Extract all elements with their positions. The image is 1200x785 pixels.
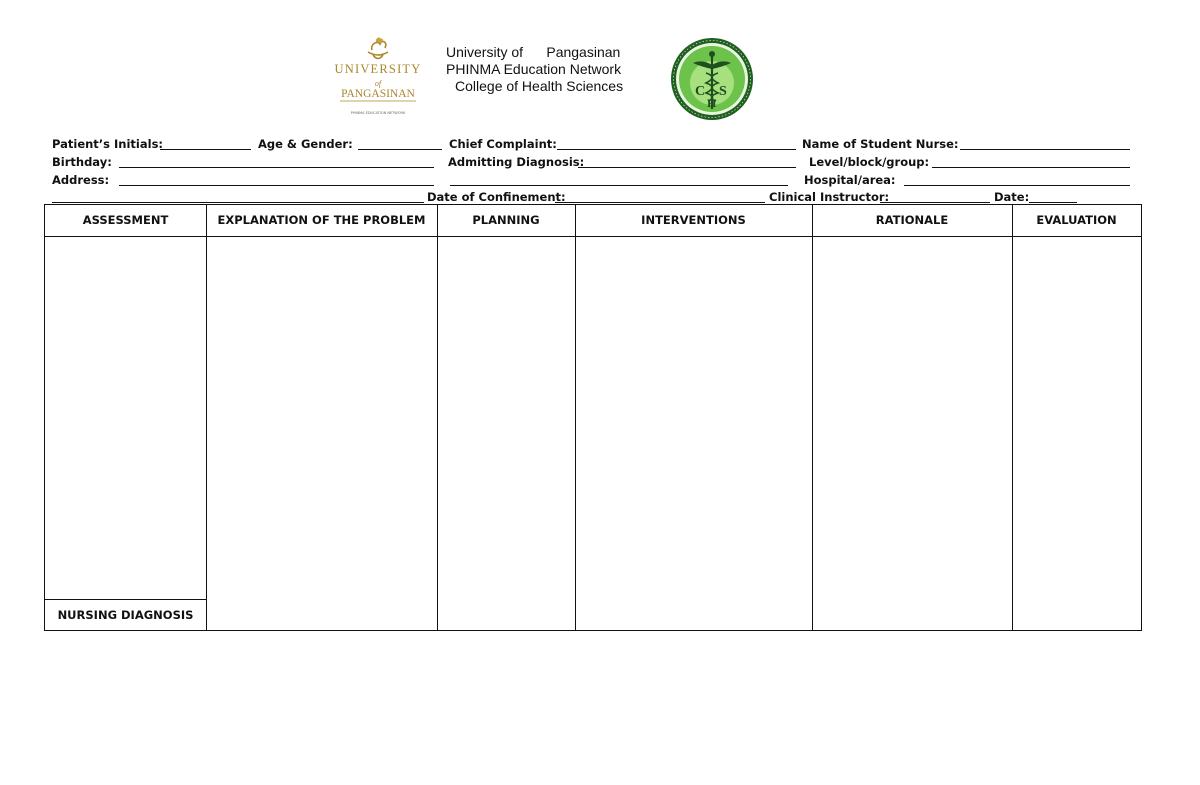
date-of-confinement-label: Date of Confinement: (427, 190, 566, 204)
explanation-cell[interactable] (208, 238, 435, 630)
level-block-group-field[interactable] (932, 167, 1130, 168)
svg-text:PANGASINAN: PANGASINAN (341, 88, 415, 100)
svg-text:S: S (719, 84, 727, 99)
header-divider (45, 236, 1141, 237)
hospital-area-field[interactable] (904, 185, 1130, 186)
nursing-diagnosis-divider (45, 599, 206, 600)
svg-text:C: C (695, 84, 706, 99)
svg-text:H: H (707, 96, 717, 110)
header-explanation-of-the-problem: EXPLANATION OF THE PROBLEM (217, 213, 426, 227)
column-divider (206, 205, 207, 630)
age-gender-label: Age & Gender: (258, 137, 353, 151)
rationale-cell[interactable] (814, 238, 1010, 630)
nursing-diagnosis-label[interactable]: NURSING DIAGNOSIS (57, 608, 194, 622)
column-divider (575, 205, 576, 630)
institution-line-2: PHINMA Education Network (446, 61, 622, 77)
column-divider (437, 205, 438, 630)
planning-cell[interactable] (439, 238, 573, 630)
column-divider (1012, 205, 1013, 630)
level-block-group-label: Level/block/group: (809, 155, 930, 169)
birthday-label: Birthday: (52, 155, 112, 169)
clinical-instructor-field[interactable] (880, 202, 990, 203)
clinical-instructor-label: Clinical Instructor: (769, 190, 890, 204)
institution-line-1: University of Pangasinan (446, 44, 621, 60)
header-interventions: INTERVENTIONS (641, 213, 746, 227)
admitting-diagnosis-label: Admitting Diagnosis: (448, 155, 585, 169)
age-gender-field[interactable] (358, 149, 442, 150)
patient-info-section (0, 0, 1200, 210)
svg-text:of: of (374, 79, 382, 88)
institution-line-3: College of Health Sciences (455, 78, 624, 94)
address-label: Address: (52, 173, 110, 187)
header-evaluation: EVALUATION (1036, 213, 1117, 227)
date-field[interactable] (1029, 202, 1077, 203)
assessment-cell[interactable] (47, 238, 204, 597)
admitting-diagnosis-field[interactable] (578, 167, 796, 168)
birthday-field[interactable] (119, 167, 434, 168)
address-field[interactable] (119, 185, 434, 186)
svg-text:PHINMA EDUCATION NETWORK: PHINMA EDUCATION NETWORK (350, 111, 406, 115)
student-nurse-label: Name of Student Nurse: (802, 137, 959, 151)
chief-complaint-label: Chief Complaint: (449, 137, 557, 151)
address-field-continued[interactable] (52, 202, 424, 203)
nursing-care-plan-table (44, 204, 1142, 631)
admitting-diagnosis-field-continued[interactable] (450, 185, 788, 186)
chief-complaint-field[interactable] (557, 149, 796, 150)
header-planning: PLANNING (472, 213, 540, 227)
date-of-confinement-field[interactable] (555, 202, 765, 203)
header-rationale: RATIONALE (875, 213, 949, 227)
svg-text:UNIVERSITY: UNIVERSITY (334, 62, 422, 76)
student-nurse-field[interactable] (960, 149, 1130, 150)
date-label: Date: (994, 190, 1030, 204)
header-assessment: ASSESSMENT (82, 213, 169, 227)
column-divider (812, 205, 813, 630)
interventions-cell[interactable] (577, 238, 810, 630)
hospital-area-label: Hospital/area: (804, 173, 896, 187)
patients-initials-label: Patient’s Initials: (52, 137, 164, 151)
evaluation-cell[interactable] (1014, 238, 1139, 630)
patients-initials-field[interactable] (160, 149, 251, 150)
